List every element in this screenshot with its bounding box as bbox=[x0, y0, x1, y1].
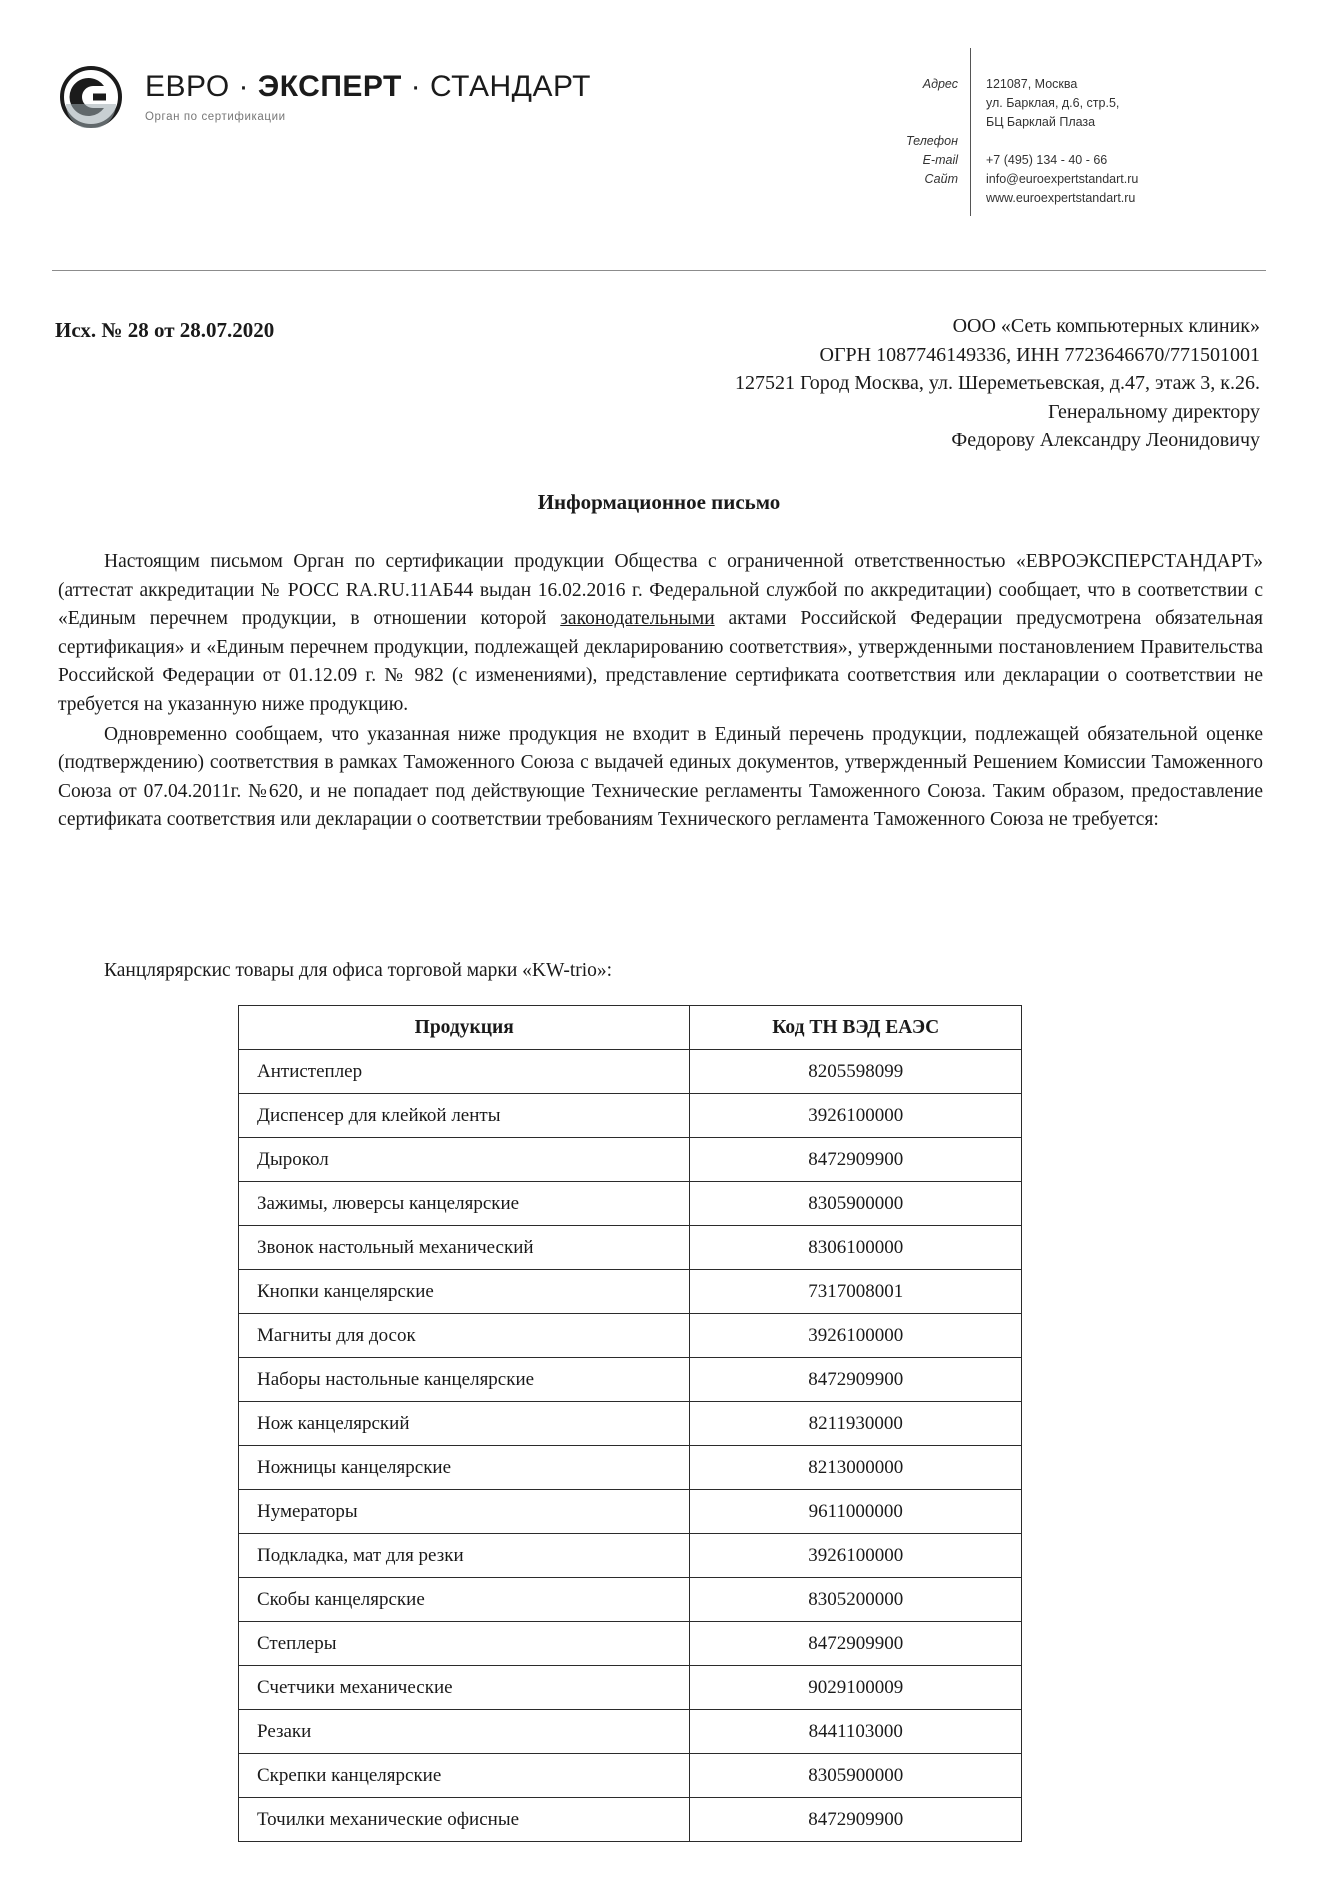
table-row bbox=[239, 1358, 1022, 1402]
cell-product-name: Ножницы канцелярские bbox=[239, 1446, 690, 1490]
body-p1-underlined: законодательными bbox=[560, 608, 715, 630]
products-table-body bbox=[239, 1050, 1022, 1842]
cell-product-code: 8211930000 bbox=[690, 1402, 1022, 1446]
body-p1-part-b: актами Российской Федерации предусмотрена обязательная сертификация» и «Единым перечнем продукции, подлежащей декларированию соответствия», утвержденными постановлением Правительства Российской Федерации от 01.12.09 г. № 982 (с изменениями), представление сертификата соответствия или декларации о соответствии не требуется на указанную ниже продукцию. bbox=[58, 608, 1263, 715]
table-row bbox=[239, 1710, 1022, 1754]
page-title: Информационное письмо bbox=[537, 490, 781, 514]
products-table-wrapper bbox=[238, 1005, 1022, 1842]
table-header-row bbox=[239, 1006, 1022, 1050]
table-row bbox=[239, 1402, 1022, 1446]
contact-block bbox=[860, 48, 1260, 216]
cell-product-code: 8472909900 bbox=[690, 1138, 1022, 1182]
brand-title bbox=[145, 70, 591, 104]
recipient-company: ООО «Сеть компьютерных клиник» bbox=[952, 315, 1260, 337]
table-row bbox=[239, 1666, 1022, 1710]
cell-product-code: 8305900000 bbox=[690, 1182, 1022, 1226]
recipient-position: Генеральному директору bbox=[1047, 400, 1260, 423]
cell-product-code: 3926100000 bbox=[690, 1094, 1022, 1138]
outgoing-number: Исх. № 28 от 28.07.2020 bbox=[55, 318, 275, 342]
cell-product-name: Антистеплер bbox=[239, 1050, 690, 1094]
label-email: E-mail bbox=[922, 153, 958, 167]
recipient-registration: ОГРН 1087746149336, ИНН 7723646670/771501001 bbox=[819, 343, 1260, 366]
contact-labels bbox=[860, 48, 958, 189]
goods-intro-line: Канцлярярскис товары для офиса торговой марки «KW-trio»: bbox=[104, 960, 613, 981]
table-row bbox=[239, 1094, 1022, 1138]
header-divider bbox=[52, 270, 1266, 271]
brand-title-part-1: ЕВРО bbox=[145, 70, 230, 103]
cell-product-name: Степлеры bbox=[239, 1622, 690, 1666]
cell-product-code: 3926100000 bbox=[690, 1534, 1022, 1578]
brand-title-dot-2: · bbox=[401, 70, 430, 103]
recipient-name: Федорову Александру Леонидовичу bbox=[951, 429, 1260, 451]
recipient-address: 127521 Город Москва, ул. Шереметьевская, д.47, этаж 3, к.26. bbox=[735, 372, 1260, 394]
label-phone: Телефон bbox=[905, 134, 958, 148]
recipient-block bbox=[520, 312, 1260, 455]
value-phone[interactable]: +7 (495) 134 - 40 - 66 bbox=[986, 153, 1108, 167]
letterhead bbox=[60, 48, 1258, 223]
table-row bbox=[239, 1578, 1022, 1622]
cell-product-code: 8441103000 bbox=[690, 1710, 1022, 1754]
cell-product-name: Кнопки канцелярские bbox=[239, 1270, 690, 1314]
cell-product-code: 8306100000 bbox=[690, 1226, 1022, 1270]
cell-product-name: Магниты для досок bbox=[239, 1314, 690, 1358]
cell-product-name: Подкладка, мат для резки bbox=[239, 1534, 690, 1578]
cell-product-code: 9611000000 bbox=[690, 1490, 1022, 1534]
table-row bbox=[239, 1446, 1022, 1490]
brand-title-dot-1: · bbox=[229, 70, 258, 103]
body-paragraph-1 bbox=[58, 548, 1263, 720]
brand-block bbox=[145, 70, 591, 123]
body-p1-part-a: Настоящим письмом Орган по сертификации продукции Общества с ограниченной ответственностью «ЕВРОЭКСПЕРСТАНДАРТ» (аттестат аккредитации № РОСС RA.RU.11АБ44 выдан 16.02.2016 г. Федеральной службой по аккредитации) сообщает, что в соответствии с «Единым перечнем продукции, в отношении которой bbox=[58, 551, 1263, 630]
cell-product-name: Счетчики механические bbox=[239, 1666, 690, 1710]
table-row bbox=[239, 1226, 1022, 1270]
company-logo-icon bbox=[60, 66, 122, 128]
table-row bbox=[239, 1050, 1022, 1094]
cell-product-name: Скрепки канцелярские bbox=[239, 1754, 690, 1798]
column-header-product: Продукция bbox=[239, 1006, 690, 1050]
cell-product-name: Резаки bbox=[239, 1710, 690, 1754]
body-paragraph-2: Одновременно сообщаем, что указанная ниже продукция не входит в Единый перечень продукции, подлежащей обязательной оценке (подтверждению) соответствия в рамках Таможенного Союза с выдачей единых документов, утвержденный Решением Комиссии Таможенного Союза от 07.04.2011г. №620, и не попадает под действующие Технические регламенты Таможенного Союза. Таким образом, предоставление сертификата соответствия или декларации о соответствии требованиям Технического регламента Таможенного Союза не требуется: bbox=[58, 723, 1263, 831]
label-address: Адрес bbox=[922, 77, 958, 91]
value-email[interactable]: info@euroexpertstandart.ru bbox=[986, 172, 1139, 186]
value-address-line-2: ул. Барклая, д.6, стр.5, bbox=[986, 96, 1120, 110]
table-row bbox=[239, 1622, 1022, 1666]
cell-product-code: 8213000000 bbox=[690, 1446, 1022, 1490]
contact-divider bbox=[970, 48, 971, 216]
cell-product-name: Нумераторы bbox=[239, 1490, 690, 1534]
cell-product-code: 8472909900 bbox=[690, 1358, 1022, 1402]
value-site[interactable]: www.euroexpertstandart.ru bbox=[986, 191, 1136, 205]
cell-product-code: 8305200000 bbox=[690, 1578, 1022, 1622]
cell-product-name: Точилки механические офисные bbox=[239, 1798, 690, 1842]
cell-product-code: 8205598099 bbox=[690, 1050, 1022, 1094]
contact-values bbox=[986, 48, 1138, 208]
brand-title-part-3: СТАНДАРТ bbox=[430, 70, 591, 103]
label-site: Сайт bbox=[924, 172, 958, 186]
cell-product-name: Скобы канцелярские bbox=[239, 1578, 690, 1622]
cell-product-code: 3926100000 bbox=[690, 1314, 1022, 1358]
value-address-line-1: 121087, Москва bbox=[986, 77, 1078, 91]
table-row bbox=[239, 1270, 1022, 1314]
cell-product-name: Наборы настольные канцелярские bbox=[239, 1358, 690, 1402]
brand-subtitle: Орган по сертификации bbox=[145, 111, 286, 123]
table-row bbox=[239, 1138, 1022, 1182]
letter-body bbox=[58, 548, 1263, 835]
cell-product-code: 8472909900 bbox=[690, 1798, 1022, 1842]
cell-product-name: Звонок настольный механический bbox=[239, 1226, 690, 1270]
cell-product-code: 7317008001 bbox=[690, 1270, 1022, 1314]
table-row bbox=[239, 1534, 1022, 1578]
cell-product-code: 9029100009 bbox=[690, 1666, 1022, 1710]
table-row bbox=[239, 1754, 1022, 1798]
cell-product-code: 8305900000 bbox=[690, 1754, 1022, 1798]
products-table bbox=[238, 1005, 1022, 1842]
cell-product-code: 8472909900 bbox=[690, 1622, 1022, 1666]
value-address-line-3: БЦ Барклай Плаза bbox=[986, 115, 1096, 129]
table-row bbox=[239, 1490, 1022, 1534]
cell-product-name: Зажимы, люверсы канцелярские bbox=[239, 1182, 690, 1226]
cell-product-name: Нож канцелярский bbox=[239, 1402, 690, 1446]
table-row bbox=[239, 1798, 1022, 1842]
cell-product-name: Диспенсер для клейкой ленты bbox=[239, 1094, 690, 1138]
brand-title-part-2: ЭКСПЕРТ bbox=[257, 70, 402, 103]
table-row bbox=[239, 1314, 1022, 1358]
table-row bbox=[239, 1182, 1022, 1226]
cell-product-name: Дырокол bbox=[239, 1138, 690, 1182]
column-header-code: Код ТН ВЭД ЕАЭС bbox=[690, 1006, 1022, 1050]
